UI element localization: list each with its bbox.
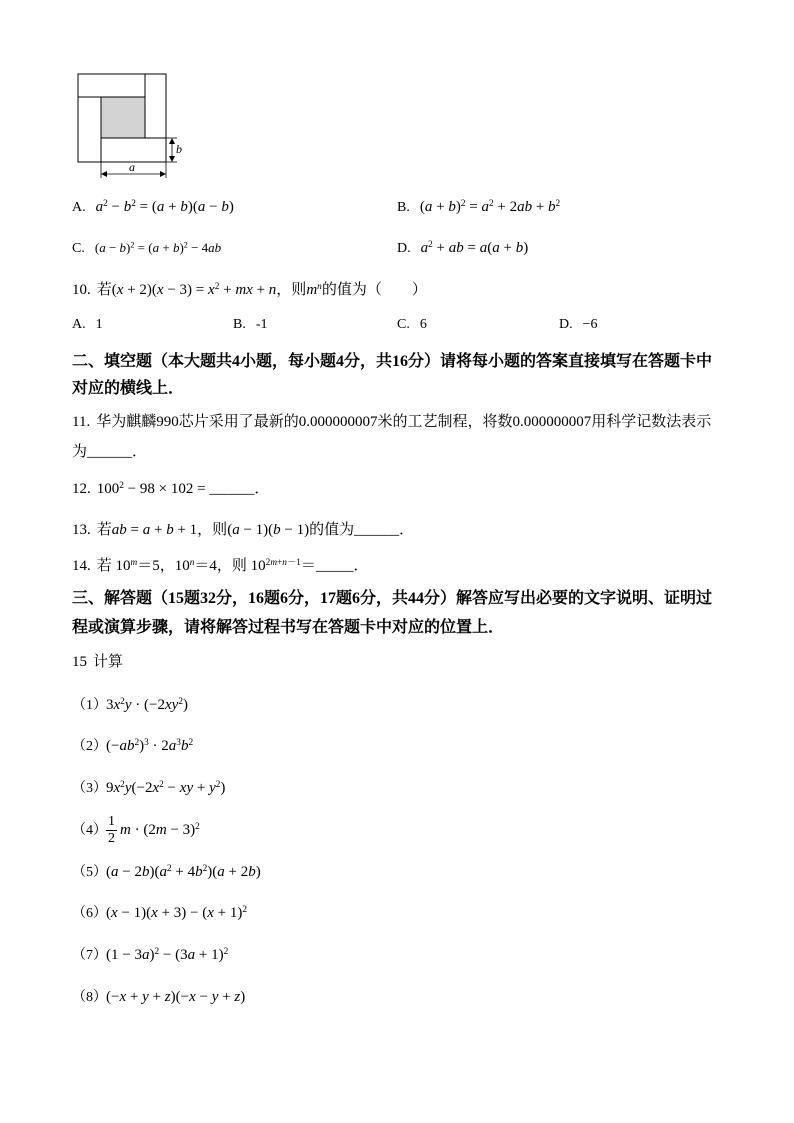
answer-blank: ______: [354, 522, 400, 538]
text-segment: ，则: [276, 282, 307, 298]
exponent: 2: [120, 696, 125, 707]
choice-value: 6: [419, 317, 427, 332]
text-segment: 若: [96, 282, 112, 298]
text-segment: ．: [132, 444, 148, 460]
math-variable: x: [246, 282, 253, 298]
exponent: 2: [214, 281, 220, 292]
math-expression: m · (2m − 3): [120, 822, 196, 838]
shaded-square: [101, 97, 145, 138]
math-variable: y: [142, 989, 149, 1005]
math-expression: (a − 1)(b − 1): [227, 522, 310, 538]
math-variable: a: [159, 864, 167, 880]
label-b: b: [176, 142, 182, 156]
part-label: （2）: [72, 739, 107, 754]
exponent: 2m+n－1: [265, 557, 301, 568]
part-expression: [106, 905, 247, 921]
math-variable: b: [119, 240, 127, 255]
math-variable: m: [306, 282, 318, 298]
math-variable: b: [524, 199, 533, 215]
question-11: [72, 407, 724, 467]
math-variable: m: [130, 557, 138, 568]
exponent: 2: [178, 696, 183, 707]
section-3-heading: 三、解答题（15题32分，16题6分，17题6分，共44分）解答应写出必要的文字说明、证明过程或演算步骤，请将解答过程书写在答题卡中对应的位置上．: [72, 590, 713, 636]
math-variable: b: [248, 864, 256, 880]
math-expression: · 2a: [152, 738, 177, 754]
option-formula: [95, 240, 221, 255]
math-variable: b: [141, 864, 150, 880]
part-expression: [106, 738, 193, 754]
math-expression: = (a + b)(a − b): [139, 199, 234, 215]
text-segment: ．: [399, 522, 415, 538]
math-expression: − 98 × 102 =: [127, 481, 206, 497]
choice-value: -1: [255, 317, 268, 332]
math-variable: b: [180, 738, 189, 754]
math-variable: n: [189, 557, 195, 568]
question-15: [72, 650, 123, 674]
part-label: （1）: [72, 698, 107, 713]
question-title: 计算: [93, 654, 124, 670]
math-variable: b: [119, 522, 127, 538]
math-expression: y · (−2xy: [124, 697, 179, 713]
math-variable: y: [211, 989, 219, 1005]
math-variable: m: [270, 557, 278, 568]
answer-blank: ______: [87, 444, 133, 460]
section-2-heading: 二、填空题（本大题共4小题，每小题4分，共16分）请将每小题的答案直接填写在答题卡中对应的横线上．: [72, 353, 713, 397]
exponent: 2: [130, 240, 135, 250]
math-variable: b: [180, 199, 188, 215]
math-expression: (x + 2)(x − 3) = x: [111, 282, 215, 298]
math-variable: z: [164, 989, 171, 1005]
math-variable: y: [209, 780, 216, 796]
exponent: 2: [134, 737, 140, 748]
math-variable: a: [232, 522, 240, 538]
text-segment: ，则: [197, 522, 228, 538]
math-variable: a: [99, 240, 106, 255]
math-variable: z: [234, 989, 241, 1005]
math-expression: [421, 240, 429, 256]
option-formula: [421, 240, 529, 256]
math-expression: 9x: [106, 780, 121, 796]
math-expression: (a + b): [419, 199, 461, 215]
math-expression: ab = a + b + 1: [111, 522, 198, 538]
text-segment: 的值为: [309, 522, 355, 538]
text-segment: 若: [96, 522, 112, 538]
question-10: [72, 278, 427, 302]
math-expression: ): [220, 780, 226, 796]
exponent: 2: [242, 904, 248, 915]
math-variable: x: [164, 697, 172, 713]
exponent: 2: [166, 863, 172, 874]
part-label: （3）: [72, 781, 107, 796]
q15-part-1: [72, 693, 188, 718]
math-variable: x: [113, 697, 121, 713]
math-expression: (x − 1)(x + 3) − (x + 1): [106, 905, 243, 921]
math-expression: (−ab: [106, 738, 135, 754]
math-variable: b: [548, 199, 556, 215]
exponent: 2: [223, 946, 229, 957]
math-expression: (a − b): [94, 240, 131, 255]
math-variable: b: [456, 240, 464, 256]
q15-part-5: [72, 860, 261, 885]
fraction: [106, 814, 117, 847]
text-segment: 的值为（ ）: [321, 282, 427, 298]
answer-blank: ______: [209, 481, 255, 497]
q15-part-7: [72, 943, 228, 968]
q15-part-3: [72, 776, 225, 801]
option-d: [397, 236, 528, 261]
question-number: 13.: [72, 522, 91, 538]
math-variable: b: [123, 199, 132, 215]
part-label: （6）: [72, 906, 107, 921]
part-expression: [106, 947, 228, 963]
text-segment: ＝4，则 10: [194, 558, 266, 574]
math-variable: x: [179, 780, 187, 796]
math-variable: a: [448, 240, 457, 256]
label-a: a: [129, 160, 135, 174]
math-variable: x: [111, 905, 118, 921]
math-variable: a: [152, 240, 160, 255]
math-variable: a: [111, 864, 119, 880]
math-expression: + mx + n: [223, 282, 277, 298]
math-variable: a: [479, 240, 488, 256]
math-variable: x: [208, 282, 215, 298]
part-expression: [106, 864, 261, 880]
exponent: 2: [188, 737, 194, 748]
math-variable: a: [156, 199, 165, 215]
exponent: 3: [176, 737, 181, 748]
math-expression: [96, 199, 104, 215]
math-expression: = a: [469, 199, 489, 215]
part-expression: [106, 780, 225, 796]
math-expression: )(a + 2b): [207, 864, 261, 880]
question-stem: [97, 282, 427, 298]
math-variable: x: [116, 282, 124, 298]
math-variable: a: [481, 199, 489, 215]
question-number: 15: [72, 654, 87, 670]
math-expression: − xy + y: [167, 780, 216, 796]
math-variable: a: [168, 738, 177, 754]
exponent: 2: [154, 946, 160, 957]
math-variable: a: [517, 199, 525, 215]
exponent: 2: [428, 239, 433, 250]
question-number: 10.: [72, 282, 91, 298]
exponent: 2: [488, 198, 494, 209]
math-expression: 3x: [106, 697, 121, 713]
math-variable: x: [152, 780, 160, 796]
math-expression: − (3a + 1): [162, 947, 224, 963]
part-label: （5）: [72, 865, 107, 880]
part-expression: [106, 814, 200, 847]
math-variable: n: [282, 557, 287, 568]
choice-value: 1: [95, 317, 103, 332]
choice-letter: B.: [233, 317, 246, 332]
part-label: （8）: [72, 990, 107, 1005]
text-segment: ＝5，10: [137, 558, 190, 574]
math-variable: y: [171, 697, 179, 713]
math-variable: m: [235, 282, 247, 298]
math-variable: b: [448, 199, 456, 215]
text-segment: 华为麒麟990芯片采用了最新的0.000000007米的工艺制程，将数0.000000007用科学记数法表示为: [72, 414, 712, 460]
math-variable: m: [120, 822, 131, 838]
q10-choice-c: [397, 313, 427, 337]
math-variable: a: [424, 199, 433, 215]
math-expression: ): [139, 738, 145, 754]
choice-letter: D.: [559, 317, 573, 332]
question-stem: [72, 414, 711, 460]
option-c: [72, 236, 221, 261]
exponent: 2: [159, 779, 164, 790]
math-expression: − b: [111, 199, 132, 215]
math-variable: x: [207, 905, 214, 921]
exponent: 2: [195, 821, 200, 832]
math-variable: x: [119, 989, 127, 1005]
exponent: 2: [131, 198, 136, 209]
option-formula: [420, 199, 560, 215]
math-variable: n: [317, 281, 322, 292]
math-variable: x: [113, 780, 121, 796]
numerator: 1: [108, 814, 115, 830]
square-diagram: [0, 0, 200, 190]
math-expression: = (a + b): [137, 240, 184, 255]
math-variable: a: [420, 240, 429, 256]
q10-choice-d: [559, 313, 598, 337]
math-variable: a: [187, 947, 196, 963]
question-12: [72, 477, 269, 501]
option-a: [72, 195, 234, 220]
math-expression: (1 − 3a): [106, 947, 155, 963]
math-expression: [306, 282, 317, 298]
choice-letter: C.: [397, 317, 410, 332]
math-variable: m: [155, 822, 167, 838]
q10-choice-a: [72, 313, 103, 337]
math-variable: b: [515, 240, 524, 256]
question-number: 12.: [72, 481, 91, 497]
math-variable: n: [268, 282, 277, 298]
exponent: 2: [215, 779, 221, 790]
math-variable: b: [166, 522, 174, 538]
q10-choice-b: [233, 313, 268, 337]
math-variable: b: [221, 199, 229, 215]
q15-part-2: [72, 734, 193, 759]
math-expression: (−x + y + z)(−x − y + z): [106, 989, 246, 1005]
math-variable: a: [141, 947, 150, 963]
math-variable: b: [273, 522, 281, 538]
math-variable: b: [126, 738, 135, 754]
option-letter: B.: [397, 200, 410, 215]
q15-part-8: [72, 985, 245, 1010]
text-segment: ＝: [300, 558, 316, 574]
math-variable: b: [214, 240, 222, 255]
math-expression: − 4ab: [191, 240, 222, 255]
option-formula: [96, 199, 234, 215]
q15-part-4: [72, 812, 200, 849]
math-variable: a: [111, 522, 120, 538]
exponent: 2: [202, 863, 208, 874]
math-expression: + ab = a(a + b): [436, 240, 529, 256]
math-expression: ): [182, 697, 188, 713]
text-segment: ．: [254, 481, 270, 497]
exponent: 2: [120, 779, 125, 790]
text-segment: 若 10: [96, 558, 131, 574]
option-letter: D.: [397, 241, 411, 256]
denominator: 2: [108, 831, 115, 847]
question-stem: [97, 522, 414, 538]
math-expression: y(−2x: [124, 780, 160, 796]
math-variable: x: [189, 989, 196, 1005]
option-b: [397, 195, 560, 220]
math-variable: y: [124, 697, 132, 713]
exponent: 2: [103, 198, 108, 209]
math-variable: b: [172, 240, 180, 255]
math-variable: x: [151, 905, 158, 921]
answer-blank: _____: [315, 558, 354, 574]
math-variable: a: [208, 240, 215, 255]
q15-part-6: [72, 901, 247, 926]
question-stem: [97, 558, 369, 574]
part-expression: [106, 697, 188, 713]
math-variable: a: [119, 738, 127, 754]
choice-value: −6: [582, 317, 598, 332]
math-variable: a: [95, 199, 104, 215]
option-letter: C.: [72, 241, 85, 256]
choice-letter: A.: [72, 317, 86, 332]
question-number: 11.: [72, 414, 91, 430]
exponent: 3: [144, 737, 149, 748]
math-variable: a: [217, 864, 225, 880]
question-number: 14.: [72, 558, 91, 574]
question-13: [72, 518, 414, 542]
part-label: （4）: [72, 823, 107, 838]
option-letter: A.: [72, 200, 86, 215]
text-segment: ．: [353, 558, 369, 574]
question-stem: [97, 481, 270, 497]
exponent: 2: [555, 198, 561, 209]
math-expression: + 4b: [175, 864, 203, 880]
math-variable: y: [186, 780, 194, 796]
math-variable: b: [195, 864, 203, 880]
exponent: 2: [183, 240, 188, 250]
math-variable: y: [124, 780, 132, 796]
exponent: 2: [460, 198, 466, 209]
math-variable: a: [197, 199, 206, 215]
exponent: 2: [119, 480, 124, 491]
question-14: [72, 554, 368, 578]
math-expression: + 2ab + b: [497, 199, 556, 215]
math-expression: (a − 2b)(a: [106, 864, 167, 880]
math-variable: x: [156, 282, 164, 298]
math-variable: a: [142, 522, 151, 538]
part-expression: [106, 989, 245, 1005]
math-expression: 100: [96, 481, 120, 497]
part-label: （7）: [72, 948, 107, 963]
math-variable: a: [492, 240, 500, 256]
